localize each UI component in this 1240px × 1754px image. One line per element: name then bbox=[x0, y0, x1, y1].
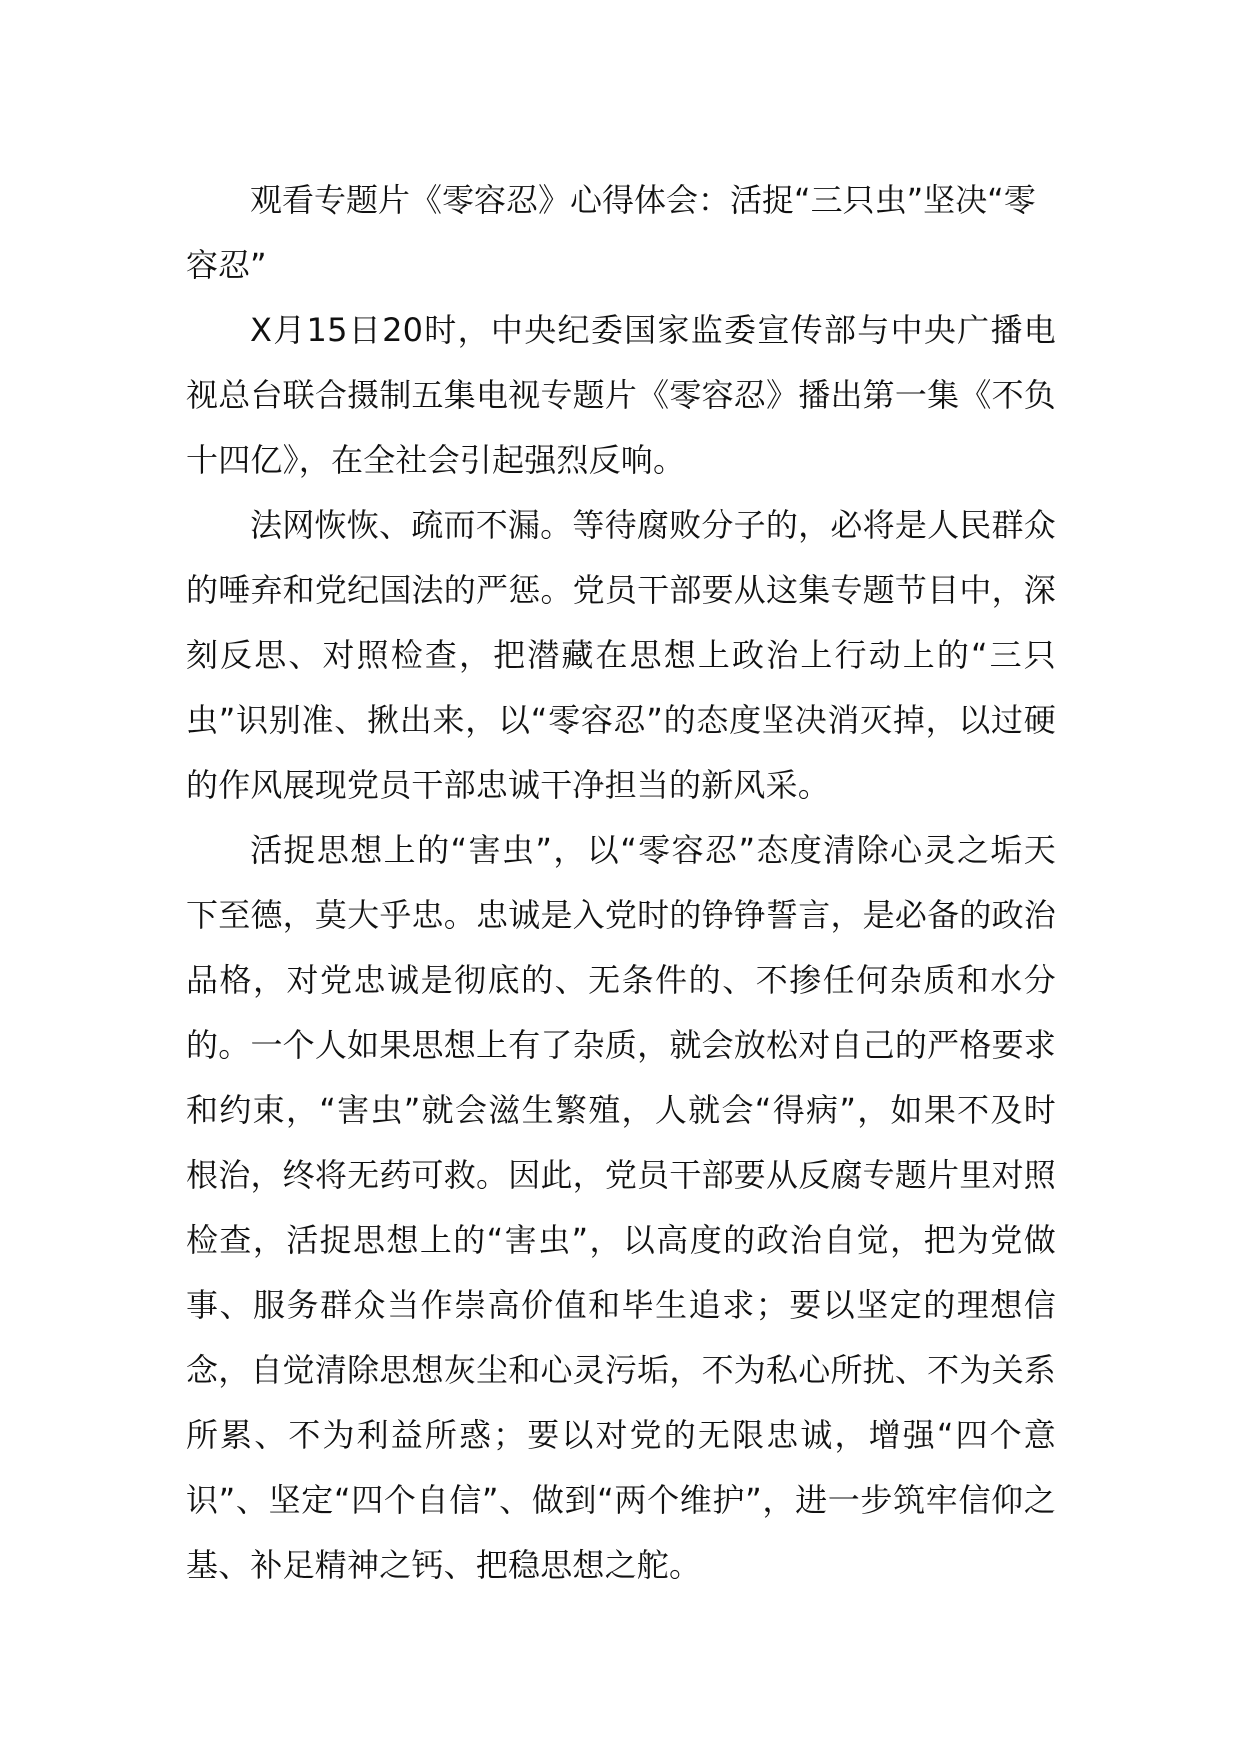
paragraph-3: 活捉思想上的“害虫”，以“零容忍”态度清除心灵之垢天下至德，莫大乎忠。忠诚是入党时的铮铮誓言，是必备的政治品格，对党忠诚是彻底的、无条件的、不掺任何杂质和水分的。一个人如果思想上有了杂质，就会放松对自己的严格要求和约束，“害虫”就会滋生繁殖，人就会“得病”，如果不及时根治，终将无药可救。因此，党员干部要从反腐专题片里对照检查，活捉思想上的“害虫”，以高度的政治自觉，把为党做事、服务群众当作崇高价值和毕生追求；要以坚定的理想信念，自觉清除思想灰尘和心灵污垢，不为私心所扰、不为关系所累、不为利益所惑；要以对党的无限忠诚，增强“四个意识”、坚定“四个自信”、做到“两个维护”，进一步筑牢信仰之基、补足精神之钙、把稳思想之舵。 bbox=[186, 831, 1056, 1584]
paragraph-1: X月15日20时，中央纪委国家监委宣传部与中央广播电视总台联合摄制五集电视专题片《零容忍》播出第一集《不负十四亿》，在全社会引起强烈反响。 bbox=[186, 311, 1056, 479]
document-title: 观看专题片《零容忍》心得体会：活捉“三只虫”坚决“零容忍” bbox=[186, 181, 1036, 284]
document-body bbox=[186, 168, 1056, 1598]
paragraph-2: 法网恢恢、疏而不漏。等待腐败分子的，必将是人民群众的唾弃和党纪国法的严惩。党员干部要从这集专题节目中，深刻反思、对照检查，把潜藏在思想上政治上行动上的“三只虫”识别准、揪出来，以“零容忍”的态度坚决消灭掉，以过硬的作风展现党员干部忠诚干净担当的新风采。 bbox=[186, 506, 1056, 804]
